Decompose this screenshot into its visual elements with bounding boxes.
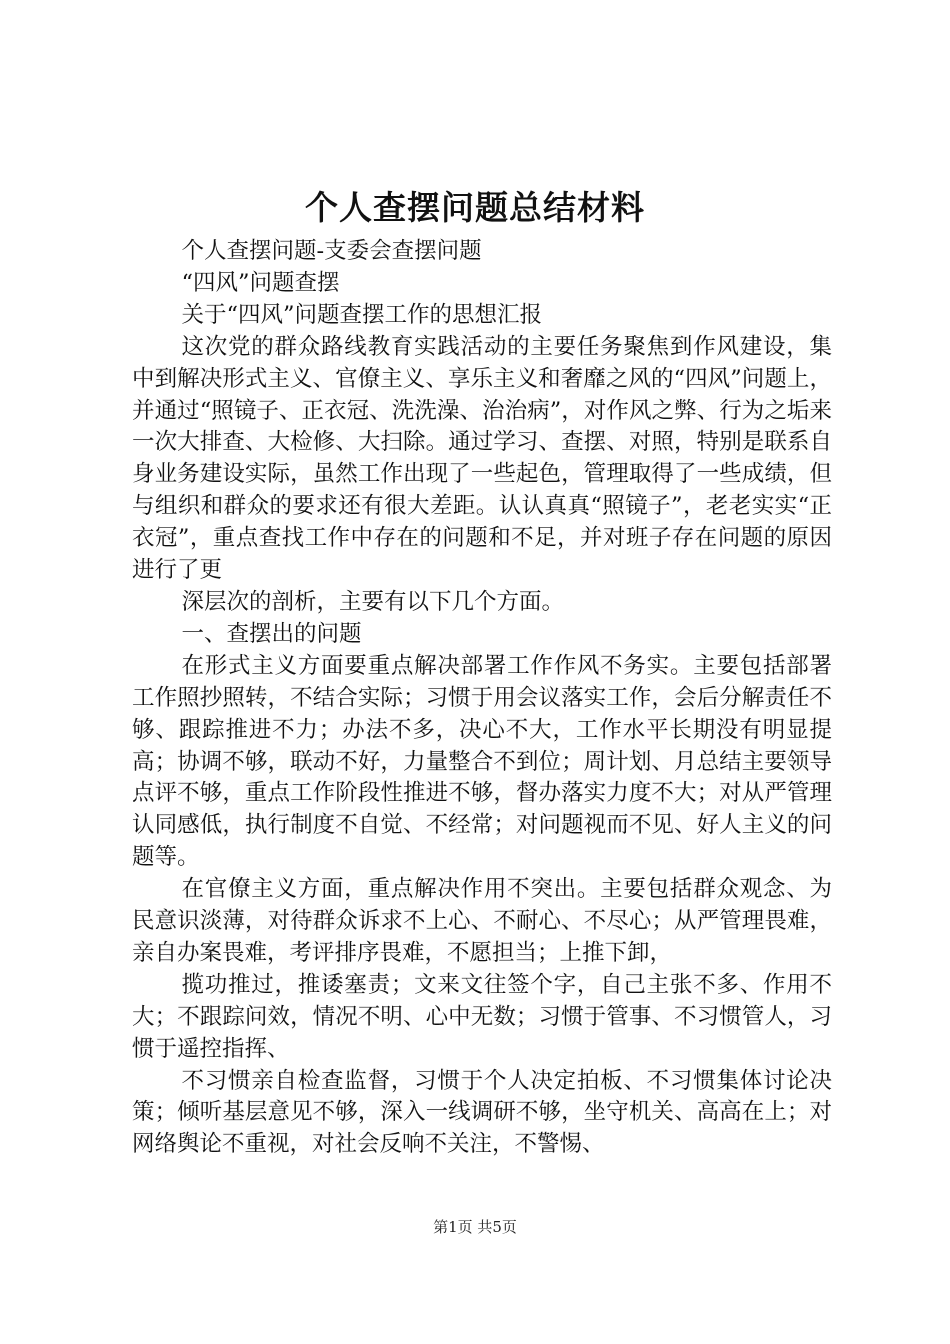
paragraph-7: 在形式主义方面要重点解决部署工作作风不务实。主要包括部署工作照抄照转，不结合实际；习惯于用会议落实工作，会后分解责任不够、跟踪推进不力；办法不多，决心不大，工作水平长期没有明显提高；协调不够，联动不好，力量整合不到位；周计划、月总结主要领导点评不够，重点工作阶段性推进不够，督办落实力度不大；对从严管理认同感低，执行制度不自觉、不经常；对问题视而不见、好人主义的问题等。: [132, 652, 832, 871]
section-heading: 一、查摆出的问题: [181, 620, 362, 647]
paragraph-2: “四风”问题查摆: [181, 269, 340, 296]
paragraph-8: 在官僚主义方面，重点解决作用不突出。主要包括群众观念、为民意识淡薄，对待群众诉求不上心、不耐心、不尽心；从严管理畏难，亲自办案畏难，考评排序畏难，不愿担当；上推下卸，: [132, 876, 832, 966]
document-body: [132, 236, 832, 1161]
paragraph-4: 这次党的群众路线教育实践活动的主要任务聚焦到作风建设，集中到解决形式主义、官僚主义、享乐主义和奢靡之风的“四风”问题上，并通过“照镜子、正衣冠、洗洗澡、治治病”，对作风之弊、行为之垢来一次大排查、大检修、大扫除。通过学习、查摆、对照，特别是联系自身业务建设实际，虽然工作出现了一些起色，管理取得了一些成绩，但与组织和群众的要求还有很大差距。认认真真“照镜子”，老老实实“正衣冠”，重点查找工作中存在的问题和不足，并对班子存在问题的原因进行了更: [132, 333, 832, 584]
paragraph-10: 不习惯亲自检查监督，习惯于个人决定拍板、不习惯集体讨论决策；倾听基层意见不够，深入一线调研不够，坐守机关、高高在上；对网络舆论不重视，对社会反响不关注，不警惕、: [132, 1067, 832, 1158]
document-title: 个人查摆问题总结材料: [305, 188, 645, 227]
page-footer: 第1页 共5页: [433, 1218, 517, 1236]
paragraph-1: 个人查摆问题-支委会查摆问题: [181, 238, 482, 264]
paragraph-5: 深层次的剖析，主要有以下几个方面。: [181, 588, 565, 615]
paragraph-3: 关于“四风”问题查摆工作的思想汇报: [181, 301, 543, 328]
paragraph-9: 揽功推过，推诿塞责；文来文往签个字，自己主张不多、作用不大；不跟踪问效，情况不明、心中无数；习惯于管事、不习惯管人，习惯于遥控指挥、: [132, 971, 832, 1062]
